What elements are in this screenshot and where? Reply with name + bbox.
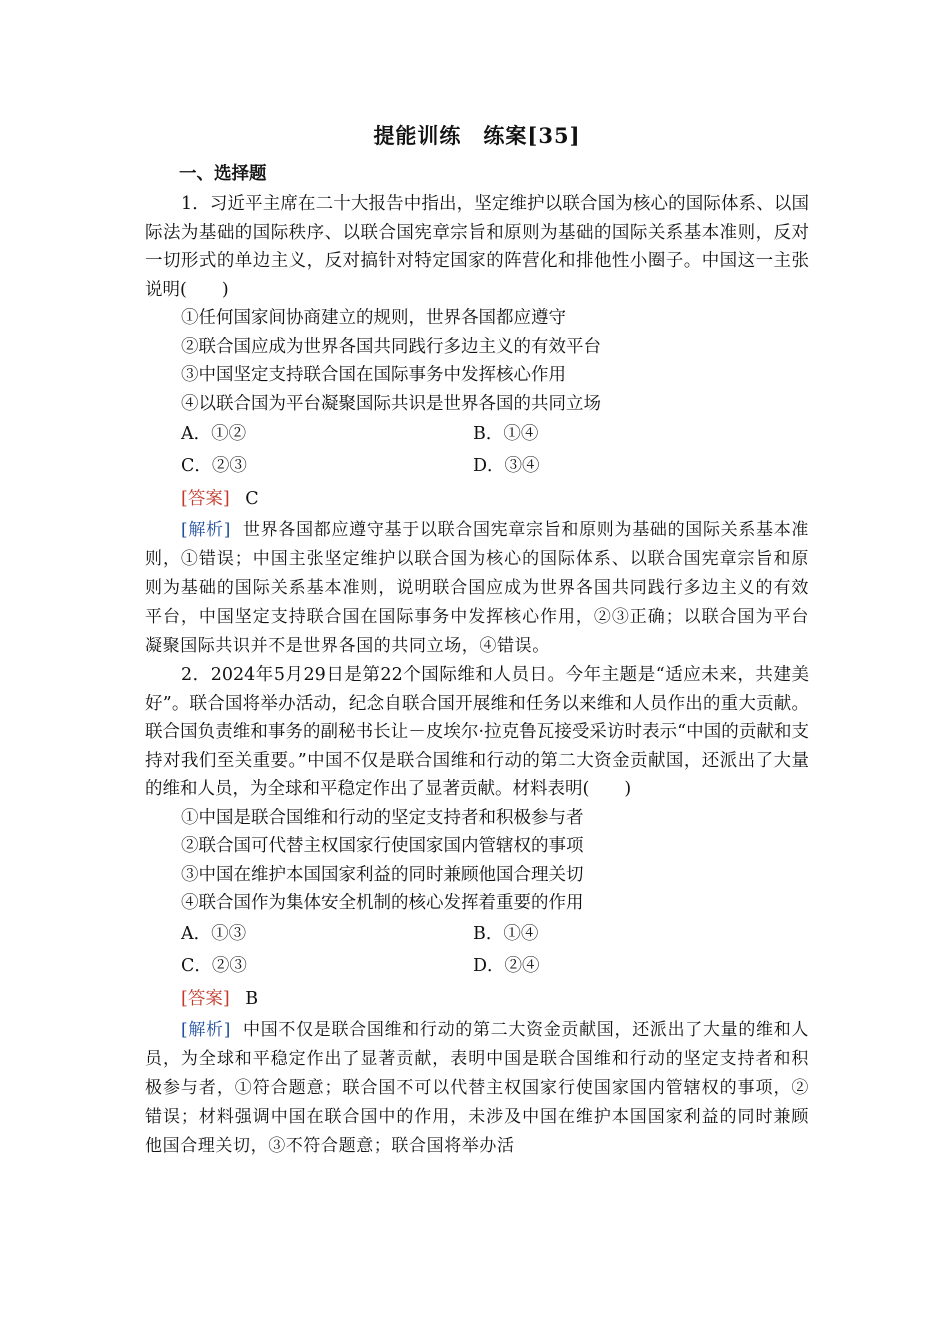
question-2-choice-c: C．②③ [181,955,247,976]
section-heading: 一、选择题 [179,164,267,184]
question-2-analysis [145,1016,809,1161]
question-1-option-4: ④以联合国为平台凝聚国际共识是世界各国的共同立场 [181,393,601,414]
question-2 [145,661,809,1161]
question-2-choices-row-2 [181,950,809,982]
question-1-option-3: ③中国坚定支持联合国在国际事务中发挥核心作用 [181,365,566,385]
question-2-option-2: ②联合国可代替主权国家行使国家国内管辖权的事项 [181,836,584,856]
question-2-answer [181,982,809,1016]
question-2-stem: 2．2024年5月29日是第22个国际维和人员日。今年主题是“适应未来，共建美好”。联合国将举办活动，纪念自联合国开展维和任务以来维和人员作出的重大贡献。联合国负责维和事务的副秘书长让－皮埃尔·拉克鲁瓦接受采访时表示“中国的贡献和支持对我们至关重要。”中国不仅是联合国维和行动的第二大资金贡献国，还派出了大量的维和人员，为全球和平稳定作出了显著贡献。材料表明( ) [145,665,809,799]
question-2-option-4: ④联合国作为集体安全机制的核心发挥着重要的作用 [181,893,584,913]
analysis-tag: [解析] [181,520,231,540]
answer-tag: [答案] [181,988,230,1009]
question-2-option-3: ③中国在维护本国国家利益的同时兼顾他国合理关切 [181,864,584,885]
question-2-choice-b: B．①④ [473,923,539,944]
question-1-stem: 1．习近平主席在二十大报告中指出，坚定维护以联合国为核心的国际体系、以国际法为基础的国际秩序、以联合国宪章宗旨和原则为基础的国际关系基本准则，反对一切形式的单边主义，反对搞针对特定国家的阵营化和排他性小圈子。中国这一主张说明( ) [145,194,809,300]
analysis-text: 世界各国都应遵守基于以联合国宪章宗旨和原则为基础的国际关系基本准则，①错误；中国主张坚定维护以联合国为核心的国际体系、以联合国宪章宗旨和原则为基础的国际关系基本准则，说明联合国应成为世界各国共同践行多边主义的有效平台，中国坚定支持联合国在国际事务中发挥核心作用，②③正确；以联合国为平台凝聚国际共识并不是世界各国的共同立场，④错误。 [145,520,809,656]
question-1-choice-a: A．①② [181,424,247,444]
question-1-analysis [145,516,809,661]
analysis-tag: [解析] [181,1019,231,1040]
question-1-choices-row-2 [181,450,809,482]
question-2-choice-a: A．①③ [181,923,247,944]
question-1 [145,190,809,661]
analysis-text: 中国不仅是联合国维和行动的第二大资金贡献国，还派出了大量的维和人员，为全球和平稳定作出了显著贡献，表明中国是联合国维和行动的坚定支持者和积极参与者，①符合题意；联合国不可以代替主权国家行使国家国内管辖权的事项，②错误；材料强调中国在联合国中的作用，未涉及中国在维护本国国家利益的同时兼顾他国合理关切，③不符合题意；联合国将举办活 [145,1019,809,1156]
question-1-choice-c: C．②③ [181,456,247,476]
question-2-choices-row-1 [181,918,809,950]
question-1-choice-d: D．③④ [473,456,540,476]
question-1-choices-row-1 [181,418,809,450]
question-2-choice-d: D．②④ [473,955,540,976]
question-1-answer [181,482,809,516]
question-2-option-1: ①中国是联合国维和行动的坚定支持者和积极参与者 [181,807,584,828]
question-1-choice-b: B．①④ [473,424,539,444]
answer-tag: [答案] [181,489,230,509]
answer-value: C [245,489,259,509]
page-title: 提能训练 练案[35] [373,123,581,148]
document-page [145,120,809,1161]
question-1-option-1: ①任何国家间协商建立的规则，世界各国都应遵守 [181,308,566,328]
answer-value: B [245,988,259,1009]
question-1-option-2: ②联合国应成为世界各国共同践行多边主义的有效平台 [181,336,601,357]
